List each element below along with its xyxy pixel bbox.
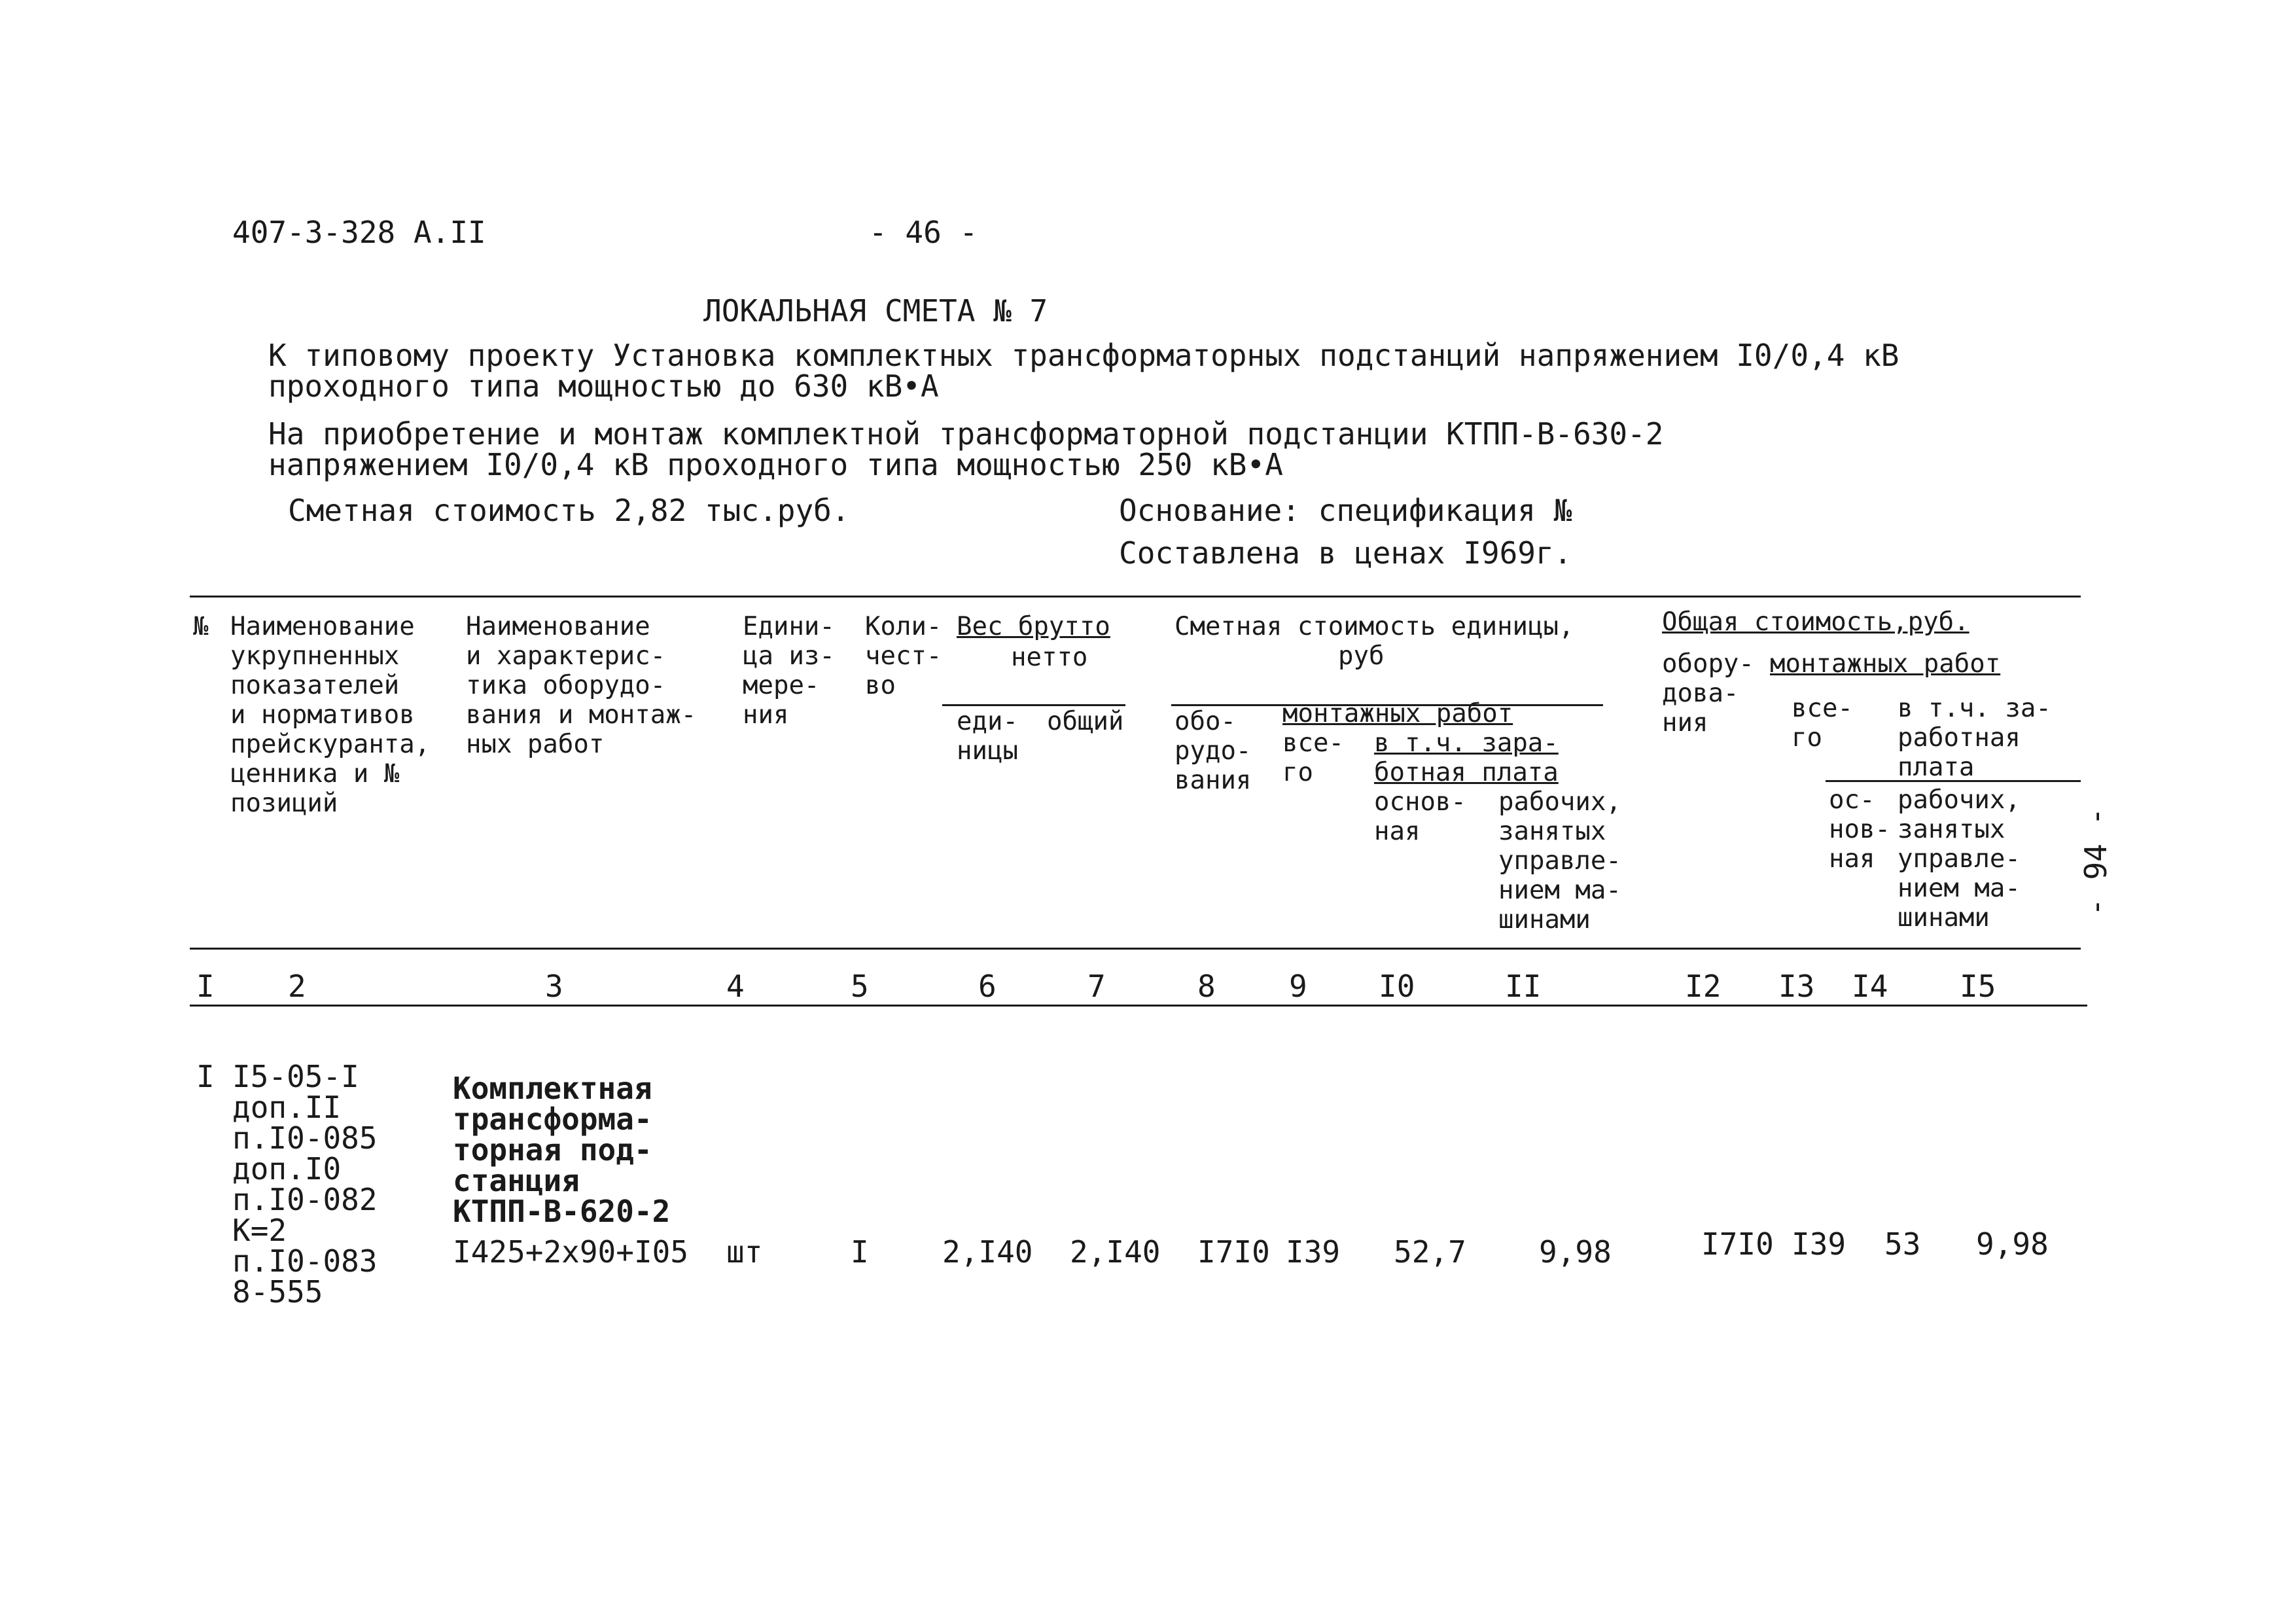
header-unit-cost-rub: руб [1338,641,1385,671]
column-numbers-rule [190,1005,2087,1007]
header-tc-wage-machine: рабочих, занятых управле- нием ма- шинами [1898,785,2021,933]
basis: Основание: спецификация № [1119,493,1572,528]
colnum-11: II [1505,969,1542,1004]
row-uc-wage-machine: 9,98 [1539,1234,1612,1270]
page-number: - 46 - [869,215,978,250]
colnum-14: I4 [1852,969,1888,1004]
colnum-5: 5 [851,969,869,1004]
colnum-2: 2 [288,969,306,1004]
header-tc-equipment: обору- дова- ния [1662,649,1754,738]
header-uc-install-total: все- го [1282,728,1344,787]
header-bottom-rule [190,948,2081,950]
colnum-1: I [196,969,215,1004]
colnum-3: 3 [545,969,563,1004]
row-qty: I [851,1234,869,1270]
header-uc-wage-basic: основ- ная [1374,787,1466,846]
header-tc-wage-basic: ос- нов- ная [1829,785,1890,874]
document-code: 407-3-328 А.II [232,215,486,250]
price-level: Составлена в ценах I969г. [1119,535,1572,571]
row-tc-wage-machine: 9,98 [1976,1226,2049,1262]
document-title: ЛОКАЛЬНАЯ СМЕТА № 7 [703,293,1048,329]
colnum-8: 8 [1197,969,1216,1004]
header-norms: Наименование укрупненных показателей и нормативов прейскуранта, ценника и № позиций [230,612,431,818]
row-uc-wage-basic: 52,7 [1394,1234,1466,1270]
row-tc-install-total: I39 [1792,1226,1846,1262]
header-qty: Коли- чест- во [865,612,942,700]
header-weight-net: нетто [1011,643,1088,672]
header-weight: Вес брутто [957,612,1110,641]
colnum-10: I0 [1379,969,1415,1004]
estimated-cost: Сметная стоимость 2,82 тыс.руб. [288,493,850,528]
project-line-2: проходного типа мощностью до 630 кВ•А [268,368,939,404]
row-uc-equipment: I7I0 [1197,1234,1270,1270]
header-tc-install: монтажных работ [1770,649,2001,679]
header-unit: Едини- ца из- мере- ния [743,612,835,730]
weight-subrule [942,704,1125,706]
row-tc-equipment: I7I0 [1701,1226,1774,1262]
row-tc-wage-basic: 53 [1884,1226,1921,1262]
header-unit-cost: Сметная стоимость единицы, [1174,612,1574,641]
row-uc-install-total: I39 [1286,1234,1341,1270]
header-uc-install: монтажных работ [1282,699,1513,728]
colnum-4: 4 [726,969,745,1004]
row-num: I [196,1059,215,1094]
colnum-15: I5 [1960,969,1996,1004]
header-tc-install-total: все- го [1792,694,1853,753]
header-total-cost: Общая стоимость,руб. [1662,607,1969,637]
header-uc-equipment: обо- рудо- вания [1174,707,1252,795]
header-weight-unit: еди- ницы [957,707,1018,766]
colnum-7: 7 [1087,969,1106,1004]
header-tc-wage: в т.ч. за- работная плата [1898,694,2051,782]
project-line-1: К типовому проекту Установка комплектных трансформаторных подстанций напряжением I0/0,4 кВ [268,338,1899,373]
header-weight-total: общий [1047,707,1124,736]
colnum-9: 9 [1289,969,1307,1004]
row-norms: I5-05-I доп.II п.I0-085 доп.I0 п.I0-082 К=2 п.I0-083 8-555 [232,1059,378,1310]
purpose-line-2: напряжением I0/0,4 кВ проходного типа мощностью 250 кВ•А [268,447,1283,482]
row-weight-unit: 2,I40 [942,1234,1033,1270]
row-name: Комплектная трансформа- торная под- станция КТПП-В-620-2 [453,1071,671,1229]
margin-page-note: - 94 - [2078,807,2113,916]
colnum-12: I2 [1685,969,1722,1004]
header-num: № [193,612,209,641]
purpose-line-1: На приобретение и монтаж комплектной трансформаторной подстанции КТПП-В-630-2 [268,416,1664,452]
header-uc-wage-machine: рабочих, занятых управле- нием ма- шинами [1498,787,1621,935]
header-uc-wage: в т.ч. зара- ботная плата [1374,728,1559,787]
row-unit: шт [726,1234,763,1270]
colnum-13: I3 [1778,969,1815,1004]
header-name: Наименование и характерис- тика оборудо- вания и монтаж- ных работ [466,612,697,759]
colnum-6: 6 [978,969,997,1004]
row-weight-total: 2,I40 [1070,1234,1161,1270]
row-formula: I425+2х90+I05 [453,1234,689,1270]
table-top-rule [190,596,2081,597]
